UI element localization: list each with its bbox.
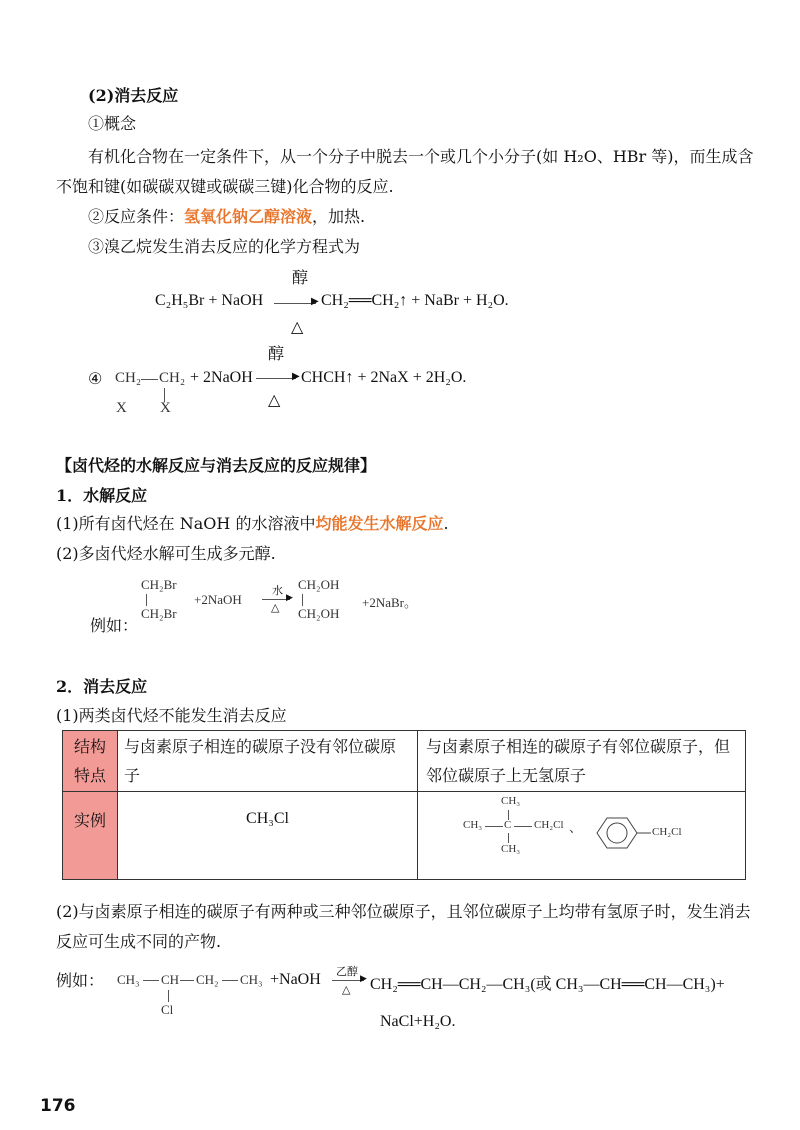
eq2-products: CHCH↑ + 2NaX + 2H₂O.: [301, 369, 467, 386]
eq2-catalyst: 醇: [268, 344, 285, 363]
ex2-ch3: CH₃: [117, 972, 140, 987]
table-cell-ch3cl: [118, 792, 418, 880]
eq2-ch2-a: CH₂: [115, 370, 142, 386]
hydrolysis-rule-1: [56, 513, 449, 535]
ex2-ethanol: 乙醇: [336, 965, 358, 978]
eq2-x1: X: [116, 400, 127, 416]
example-label: 例如：: [90, 616, 139, 635]
page-number: 176: [40, 1096, 76, 1116]
struct-bond-left: [485, 826, 503, 827]
table-cell-no-hydrogen: [418, 731, 746, 792]
eq1-products: CH₂══CH₂↑ + NaBr + H₂O.: [321, 292, 509, 309]
table-row: [63, 792, 746, 880]
condition-highlight: 氢氧化钠乙醇溶液: [184, 207, 313, 226]
table-cell-no-neighbor: [118, 731, 418, 792]
ex2-ch3b: CH₃: [240, 972, 263, 987]
ex-bond-left: [146, 594, 147, 606]
condition-suffix: ，加热.: [312, 207, 366, 226]
ex2-arrow-head-icon: ▶: [360, 974, 367, 984]
struct-ch2cl: CH₂Cl: [534, 819, 564, 831]
ex2-ch: CH: [161, 972, 180, 987]
reaction-condition: [88, 206, 365, 228]
eq2-plus-naoh: + 2NaOH: [190, 369, 253, 386]
no-neighbor-line2: 子: [124, 766, 141, 785]
struct-benzyl-ch2cl: CH₂Cl: [652, 826, 682, 838]
table-head-structure: [63, 731, 118, 792]
eq2-arrow: [256, 378, 296, 379]
concept-text-line1: 有机化合物在一定条件下，从一个分子中脱去一个或几个小分子(如 H₂O、HBr 等)，而生成含: [88, 147, 754, 166]
eq2-ch2-b: CH₂: [159, 370, 186, 386]
ex-heat: △: [271, 601, 280, 614]
concept-heading: ①概念: [88, 114, 137, 133]
struct-separator: 、: [569, 820, 583, 835]
table-cell-structures: [418, 792, 746, 880]
struct-ch3-left: CH₃: [463, 819, 483, 831]
eq1-heat: △: [291, 317, 304, 336]
rules-title: 【卤代烃的水解反应与消去反应的反应规律】: [56, 456, 377, 475]
no-hydrogen-line1: 与卤素原子相连的碳原子有邻位碳原子，但: [426, 737, 731, 756]
ex2-cl: Cl: [161, 1002, 174, 1017]
ex-plus-naoh: +2NaOH: [194, 592, 242, 607]
concept-text-line2: 不饱和键(如碳碳双键或碳碳三键)化合物的反应.: [56, 177, 394, 196]
table-row: [63, 731, 746, 792]
structure-label-2: 特点: [73, 766, 106, 785]
eq1-reactants: C₂H₅Br + NaOH: [155, 292, 264, 309]
hydrolysis-rule-2: (2)多卤代烃水解可生成多元醇.: [56, 544, 276, 563]
example2-label: 例如：: [56, 971, 105, 990]
struct-c: C: [504, 819, 512, 831]
ex2-plus-naoh: +NaOH: [270, 971, 321, 988]
ex2-bond-3: [222, 980, 238, 981]
struct-bond-right: [514, 826, 532, 827]
eq1-arrow-head-icon: ▶: [311, 296, 319, 307]
ex2-bond-1: [143, 980, 159, 981]
eq2-bond: [141, 379, 158, 380]
elimination-rule-2-line2: 反应可生成不同的产物.: [56, 932, 222, 951]
h1-highlight: 均能发生水解反应: [315, 514, 444, 533]
eq1-arrow: [274, 303, 316, 304]
ch3cl-formula: CH₃Cl: [246, 810, 289, 827]
equation-heading: ③溴乙烷发生消去反应的化学方程式为: [88, 237, 361, 256]
elimination-rule-1: (1)两类卤代烃不能发生消去反应: [56, 706, 287, 725]
struct-bond-bottom: [508, 833, 509, 843]
ex2-products: CH₂══CH—CH₂—CH₃(或 CH₃—CH══CH—CH₃)+: [370, 976, 725, 993]
ex-nabr: +2NaBr。: [362, 595, 417, 610]
condition-prefix: ②反应条件：: [88, 207, 185, 226]
eq2-heat: △: [268, 390, 281, 409]
eq1-catalyst: 醇: [292, 268, 309, 287]
structure-label-1: 结构: [73, 737, 106, 756]
ex2-bond-2: [180, 980, 194, 981]
ex2-bond-vertical: [168, 990, 169, 1002]
elimination-heading: 2．消去反应: [56, 677, 148, 696]
eq2-number: ④: [88, 369, 103, 388]
section-title: (2)消去反应: [88, 86, 179, 105]
ex-ch2oh-bottom: CH₂OH: [298, 606, 340, 621]
ex-ch2br-bottom: CH₂Br: [141, 606, 177, 621]
example-head-label: 实例: [73, 811, 106, 830]
ex2-heat: △: [342, 983, 351, 996]
ex-arrow-head-icon: ▶: [286, 593, 293, 603]
ex2-byproducts: NaCl+H₂O.: [380, 1013, 456, 1030]
hydrolysis-heading: 1．水解反应: [56, 486, 148, 505]
no-neighbor-line1: 与卤素原子相连的碳原子没有邻位碳原: [124, 737, 397, 756]
eq2-x2: X: [160, 400, 171, 416]
struct-ch3-top: CH₃: [501, 795, 521, 807]
table-head-example: [63, 792, 118, 880]
struct-ch3-bottom: CH₃: [501, 843, 521, 855]
no-hydrogen-line2: 邻位碳原子上无氢原子: [426, 766, 587, 785]
ex-ch2br-top: CH₂Br: [141, 577, 177, 592]
rules-table: [62, 730, 746, 880]
eq2-arrow-head-icon: ▶: [292, 371, 300, 382]
h1-prefix: (1)所有卤代烃在 NaOH 的水溶液中: [56, 514, 316, 533]
ex-bond-right: [302, 594, 303, 606]
ex2-ch2: CH₂: [196, 972, 219, 987]
structures-container: [419, 793, 744, 863]
benzene-ring-icon: [589, 815, 659, 851]
ex-ch2oh-top: CH₂OH: [298, 577, 340, 592]
elimination-rule-2-line1: (2)与卤素原子相连的碳原子有两种或三种邻位碳原子，且邻位碳原子上均带有氢原子时，发生消去: [56, 902, 751, 921]
ex-water: 水: [272, 584, 283, 597]
h1-suffix: .: [443, 514, 449, 533]
